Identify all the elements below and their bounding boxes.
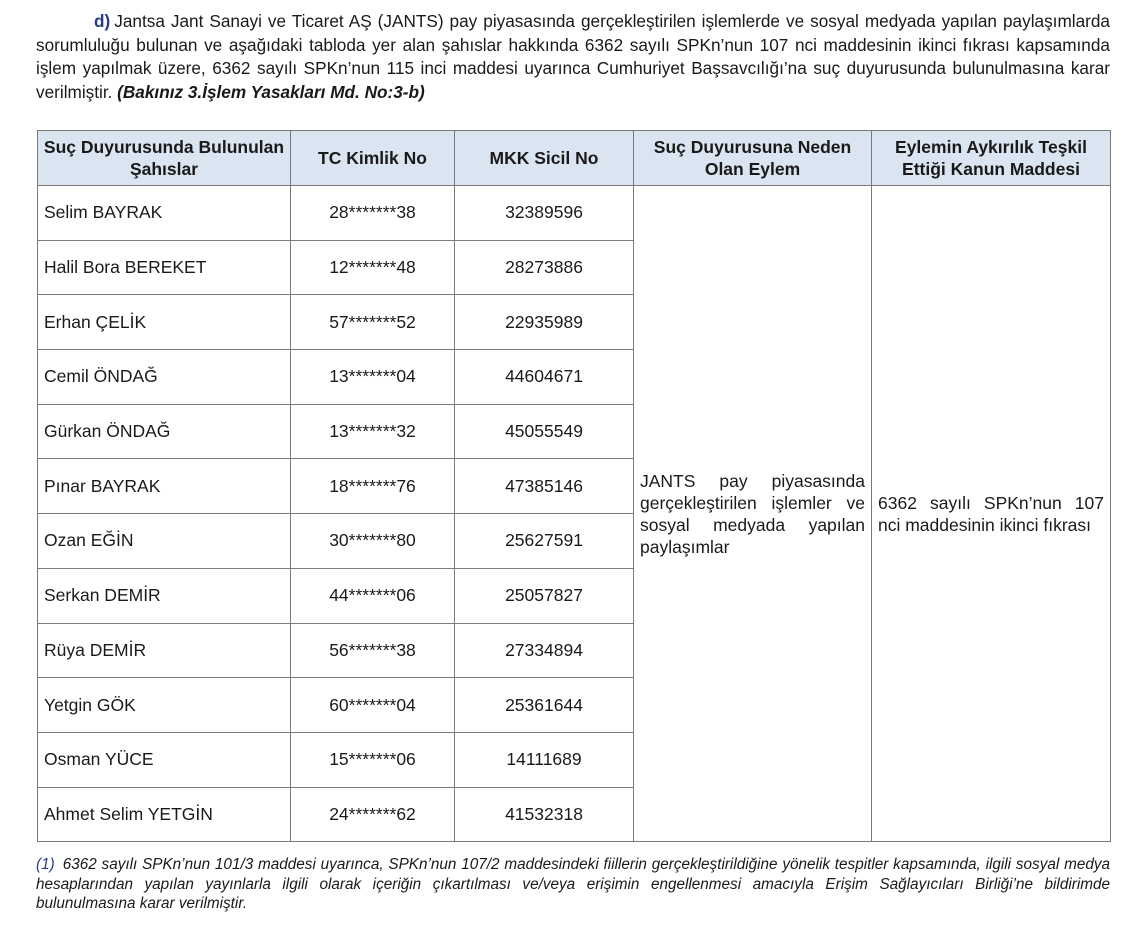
person-name-cell: Ahmet Selim YETGİN — [38, 787, 291, 842]
table-body — [38, 186, 1111, 842]
person-name-cell: Osman YÜCE — [38, 732, 291, 787]
footnote-marker: (1) — [36, 856, 55, 873]
tc-number-cell: 56*******38 — [291, 623, 455, 678]
tc-number-cell: 57*******52 — [291, 295, 455, 350]
mkk-number-cell: 44604671 — [455, 350, 634, 405]
table-row — [38, 186, 1111, 241]
persons-table — [37, 130, 1111, 842]
person-name-cell: Ozan EĞİN — [38, 514, 291, 569]
header-law: Eylemin Aykırılık Teşkil Ettiği Kanun Maddesi — [872, 131, 1111, 186]
footnote-text: 6362 sayılı SPKn’nun 101/3 maddesi uyarınca, SPKn’nun 107/2 maddesindeki fiillerin gerçekleştirildiğine yönelik tespitler kapsamında, ilgili sosyal medya hesaplarından yapılan yayınlarla ilgili olarak içeriğin çıkartılması ve/veya erişimin engellenmesi amacıyla Erişim Sağlayıcıları Birliği’ne bildirimde bulunulmasına karar verilmiştir. — [36, 856, 1110, 912]
mkk-number-cell: 47385146 — [455, 459, 634, 514]
action-cell: JANTS pay piyasasında gerçekleştirilen işlemler ve sosyal medyada yapılan paylaşımlar — [634, 186, 872, 842]
tc-number-cell: 18*******76 — [291, 459, 455, 514]
header-action: Suç Duyurusuna Neden Olan Eylem — [634, 131, 872, 186]
item-marker: d) — [94, 11, 111, 31]
person-name-cell: Cemil ÖNDAĞ — [38, 350, 291, 405]
tc-number-cell: 13*******32 — [291, 404, 455, 459]
mkk-number-cell: 25627591 — [455, 514, 634, 569]
mkk-number-cell: 32389596 — [455, 186, 634, 241]
person-name-cell: Yetgin GÖK — [38, 678, 291, 733]
mkk-number-cell: 28273886 — [455, 240, 634, 295]
table-header-row — [38, 131, 1111, 186]
person-name-cell: Halil Bora BEREKET — [38, 240, 291, 295]
mkk-number-cell: 14111689 — [455, 732, 634, 787]
reference-note: (Bakınız 3.İşlem Yasakları Md. No:3-b) — [117, 81, 425, 102]
mkk-number-cell: 41532318 — [455, 787, 634, 842]
person-name-cell: Selim BAYRAK — [38, 186, 291, 241]
header-tc: TC Kimlik No — [291, 131, 455, 186]
law-article-cell: 6362 sayılı SPKn’nun 107 nci maddesinin ikinci fıkrası — [872, 186, 1111, 842]
header-persons: Suç Duyurusunda Bulunulan Şahıslar — [38, 131, 291, 186]
intro-text: Jantsa Jant Sanayi ve Ticaret AŞ (JANTS) pay piyasasında gerçekleştirilen işlemlerde ve sosyal medyada yapılan paylaşımlarda sorumluluğu bulunan ve aşağıdaki tabloda yer alan şahıslar hakkında 6362 sayılı SPKn’nun 107 nci maddesinin ikinci fıkrası kapsamında işlem yapılmak üzere, 6362 sayılı SPKn’nun 115 inci maddesi uyarınca Cumhuriyet Başsavcılığı’na suç duyurusunda bulunulmasına karar verilmiştir. — [36, 11, 1110, 102]
tc-number-cell: 60*******04 — [291, 678, 455, 733]
tc-number-cell: 15*******06 — [291, 732, 455, 787]
footnote — [36, 855, 1110, 914]
mkk-number-cell: 27334894 — [455, 623, 634, 678]
intro-paragraph — [36, 10, 1110, 104]
mkk-number-cell: 25057827 — [455, 568, 634, 623]
tc-number-cell: 28*******38 — [291, 186, 455, 241]
mkk-number-cell: 45055549 — [455, 404, 634, 459]
mkk-number-cell: 22935989 — [455, 295, 634, 350]
person-name-cell: Pınar BAYRAK — [38, 459, 291, 514]
person-name-cell: Rüya DEMİR — [38, 623, 291, 678]
tc-number-cell: 13*******04 — [291, 350, 455, 405]
person-name-cell: Gürkan ÖNDAĞ — [38, 404, 291, 459]
person-name-cell: Erhan ÇELİK — [38, 295, 291, 350]
tc-number-cell: 30*******80 — [291, 514, 455, 569]
tc-number-cell: 24*******62 — [291, 787, 455, 842]
mkk-number-cell: 25361644 — [455, 678, 634, 733]
header-mkk: MKK Sicil No — [455, 131, 634, 186]
tc-number-cell: 44*******06 — [291, 568, 455, 623]
person-name-cell: Serkan DEMİR — [38, 568, 291, 623]
tc-number-cell: 12*******48 — [291, 240, 455, 295]
